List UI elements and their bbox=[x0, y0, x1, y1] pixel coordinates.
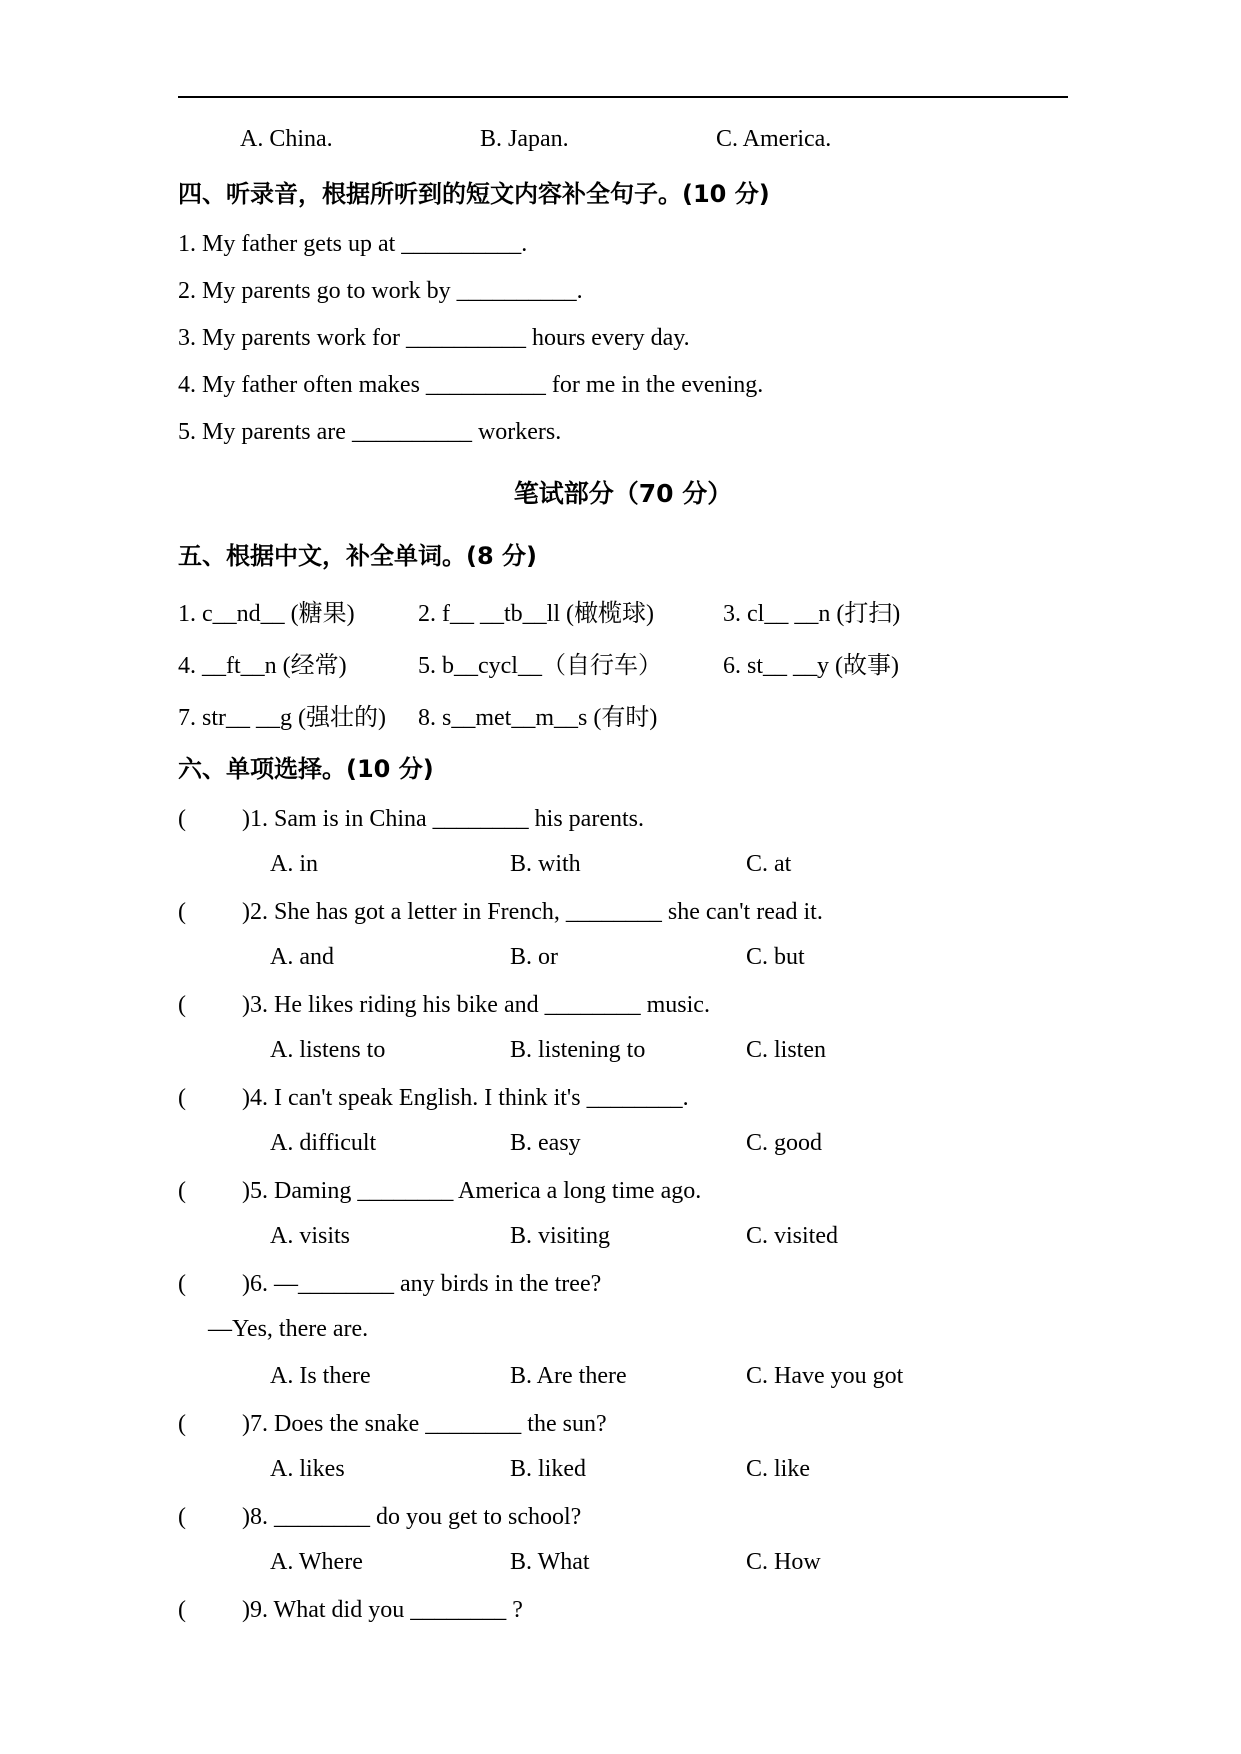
q6-option-b[interactable]: B. Are there bbox=[510, 1363, 627, 1389]
question-3-stem: )3. He likes riding his bike and ________ music. bbox=[242, 992, 710, 1018]
section-four-item-2: 2. My parents go to work by __________. bbox=[178, 278, 583, 304]
section-five-row-1 bbox=[178, 593, 1068, 627]
question-7-stem: )7. Does the snake ________ the sun? bbox=[242, 1411, 607, 1437]
word-item-1: 1. c__nd__ (糖果) bbox=[178, 601, 355, 627]
q3-option-b[interactable]: B. listening to bbox=[510, 1037, 646, 1063]
q8-option-b[interactable]: B. What bbox=[510, 1549, 590, 1575]
section-five-heading: 五、根据中文，补全单词。(8 分) bbox=[178, 542, 537, 570]
section-four-item-1: 1. My father gets up at __________. bbox=[178, 231, 528, 257]
q1-option-a[interactable]: A. in bbox=[270, 851, 318, 877]
q2-option-b[interactable]: B. or bbox=[510, 944, 558, 970]
top-options-row bbox=[178, 126, 1068, 154]
section-five-row-3 bbox=[178, 697, 1068, 731]
answer-bracket-6[interactable]: ( bbox=[178, 1271, 186, 1297]
question-2 bbox=[178, 899, 1068, 926]
q5-option-b[interactable]: B. visiting bbox=[510, 1223, 611, 1249]
answer-bracket-2[interactable]: ( bbox=[178, 899, 186, 925]
q2-option-a[interactable]: A. and bbox=[270, 944, 334, 970]
q6-option-c[interactable]: C. Have you got bbox=[746, 1363, 904, 1389]
question-4 bbox=[178, 1085, 1068, 1112]
q3-option-c[interactable]: C. listen bbox=[746, 1037, 827, 1063]
question-8-options bbox=[208, 1549, 1068, 1577]
option-c: C. America. bbox=[716, 126, 832, 152]
option-b: B. Japan. bbox=[480, 126, 569, 152]
question-3-options bbox=[208, 1037, 1068, 1065]
section-four-item-4: 4. My father often makes __________ for me in the evening. bbox=[178, 372, 764, 398]
question-9-stem: )9. What did you ________ ? bbox=[242, 1597, 523, 1623]
q6-option-a[interactable]: A. Is there bbox=[270, 1363, 371, 1389]
question-5-options bbox=[208, 1223, 1068, 1251]
word-item-7: 7. str__ __g (强壮的) bbox=[178, 705, 386, 731]
question-9 bbox=[178, 1597, 1068, 1624]
question-7-options bbox=[208, 1456, 1068, 1484]
word-item-4: 4. __ft__n (经常) bbox=[178, 653, 347, 679]
q7-option-b[interactable]: B. liked bbox=[510, 1456, 586, 1482]
q4-option-a[interactable]: A. difficult bbox=[270, 1130, 377, 1156]
answer-bracket-1[interactable]: ( bbox=[178, 806, 186, 832]
answer-bracket-8[interactable]: ( bbox=[178, 1504, 186, 1530]
question-8-stem: )8. ________ do you get to school? bbox=[242, 1504, 582, 1530]
word-item-2: 2. f__ __tb__ll (橄榄球) bbox=[418, 601, 654, 627]
q7-option-c[interactable]: C. like bbox=[746, 1456, 810, 1482]
answer-bracket-9[interactable]: ( bbox=[178, 1597, 186, 1623]
word-item-8: 8. s__met__m__s (有时) bbox=[418, 705, 658, 731]
answer-bracket-7[interactable]: ( bbox=[178, 1411, 186, 1437]
question-3 bbox=[178, 992, 1068, 1019]
question-4-options bbox=[208, 1130, 1068, 1158]
answer-bracket-3[interactable]: ( bbox=[178, 992, 186, 1018]
question-5-stem: )5. Daming ________ America a long time ago. bbox=[242, 1178, 702, 1204]
section-five-row-2 bbox=[178, 645, 1068, 679]
question-6-options bbox=[208, 1363, 1068, 1391]
q8-option-c[interactable]: C. How bbox=[746, 1549, 821, 1575]
q3-option-a[interactable]: A. listens to bbox=[270, 1037, 386, 1063]
option-a: A. China. bbox=[240, 126, 333, 152]
question-2-stem: )2. She has got a letter in French, ________ she can't read it. bbox=[242, 899, 823, 925]
word-item-3: 3. cl__ __n (打扫) bbox=[723, 601, 901, 627]
q4-option-c[interactable]: C. good bbox=[746, 1130, 823, 1156]
question-6-stem: )6. —________ any birds in the tree? bbox=[242, 1271, 602, 1297]
q2-option-c[interactable]: C. but bbox=[746, 944, 805, 970]
page-content bbox=[178, 96, 1068, 1642]
section-four-heading: 四、听录音，根据所听到的短文内容补全句子。(10 分) bbox=[178, 180, 770, 208]
section-four-item-3: 3. My parents work for __________ hours every day. bbox=[178, 325, 690, 351]
question-6-answer-line: —Yes, there are. bbox=[208, 1316, 369, 1342]
word-item-5: 5. b__cycl__（自行车） bbox=[418, 653, 662, 679]
q5-option-a[interactable]: A. visits bbox=[270, 1223, 351, 1249]
question-1-stem: )1. Sam is in China ________ his parents. bbox=[242, 806, 644, 832]
question-5 bbox=[178, 1178, 1068, 1205]
q5-option-c[interactable]: C. visited bbox=[746, 1223, 839, 1249]
q4-option-b[interactable]: B. easy bbox=[510, 1130, 581, 1156]
question-1 bbox=[178, 806, 1068, 833]
question-2-options bbox=[208, 944, 1068, 972]
question-6 bbox=[178, 1271, 1068, 1298]
word-item-6: 6. st__ __y (故事) bbox=[723, 653, 899, 679]
q1-option-b[interactable]: B. with bbox=[510, 851, 581, 877]
section-six-heading: 六、单项选择。(10 分) bbox=[178, 755, 434, 783]
q8-option-a[interactable]: A. Where bbox=[270, 1549, 363, 1575]
header-rule bbox=[178, 96, 1068, 98]
q7-option-a[interactable]: A. likes bbox=[270, 1456, 345, 1482]
q1-option-c[interactable]: C. at bbox=[746, 851, 792, 877]
answer-bracket-4[interactable]: ( bbox=[178, 1085, 186, 1111]
question-4-stem: )4. I can't speak English. I think it's ________. bbox=[242, 1085, 689, 1111]
question-7 bbox=[178, 1411, 1068, 1438]
answer-bracket-5[interactable]: ( bbox=[178, 1178, 186, 1204]
question-1-options bbox=[208, 851, 1068, 879]
question-8 bbox=[178, 1504, 1068, 1531]
section-four-item-5: 5. My parents are __________ workers. bbox=[178, 419, 562, 445]
written-part-title: 笔试部分（70 分） bbox=[513, 479, 733, 508]
